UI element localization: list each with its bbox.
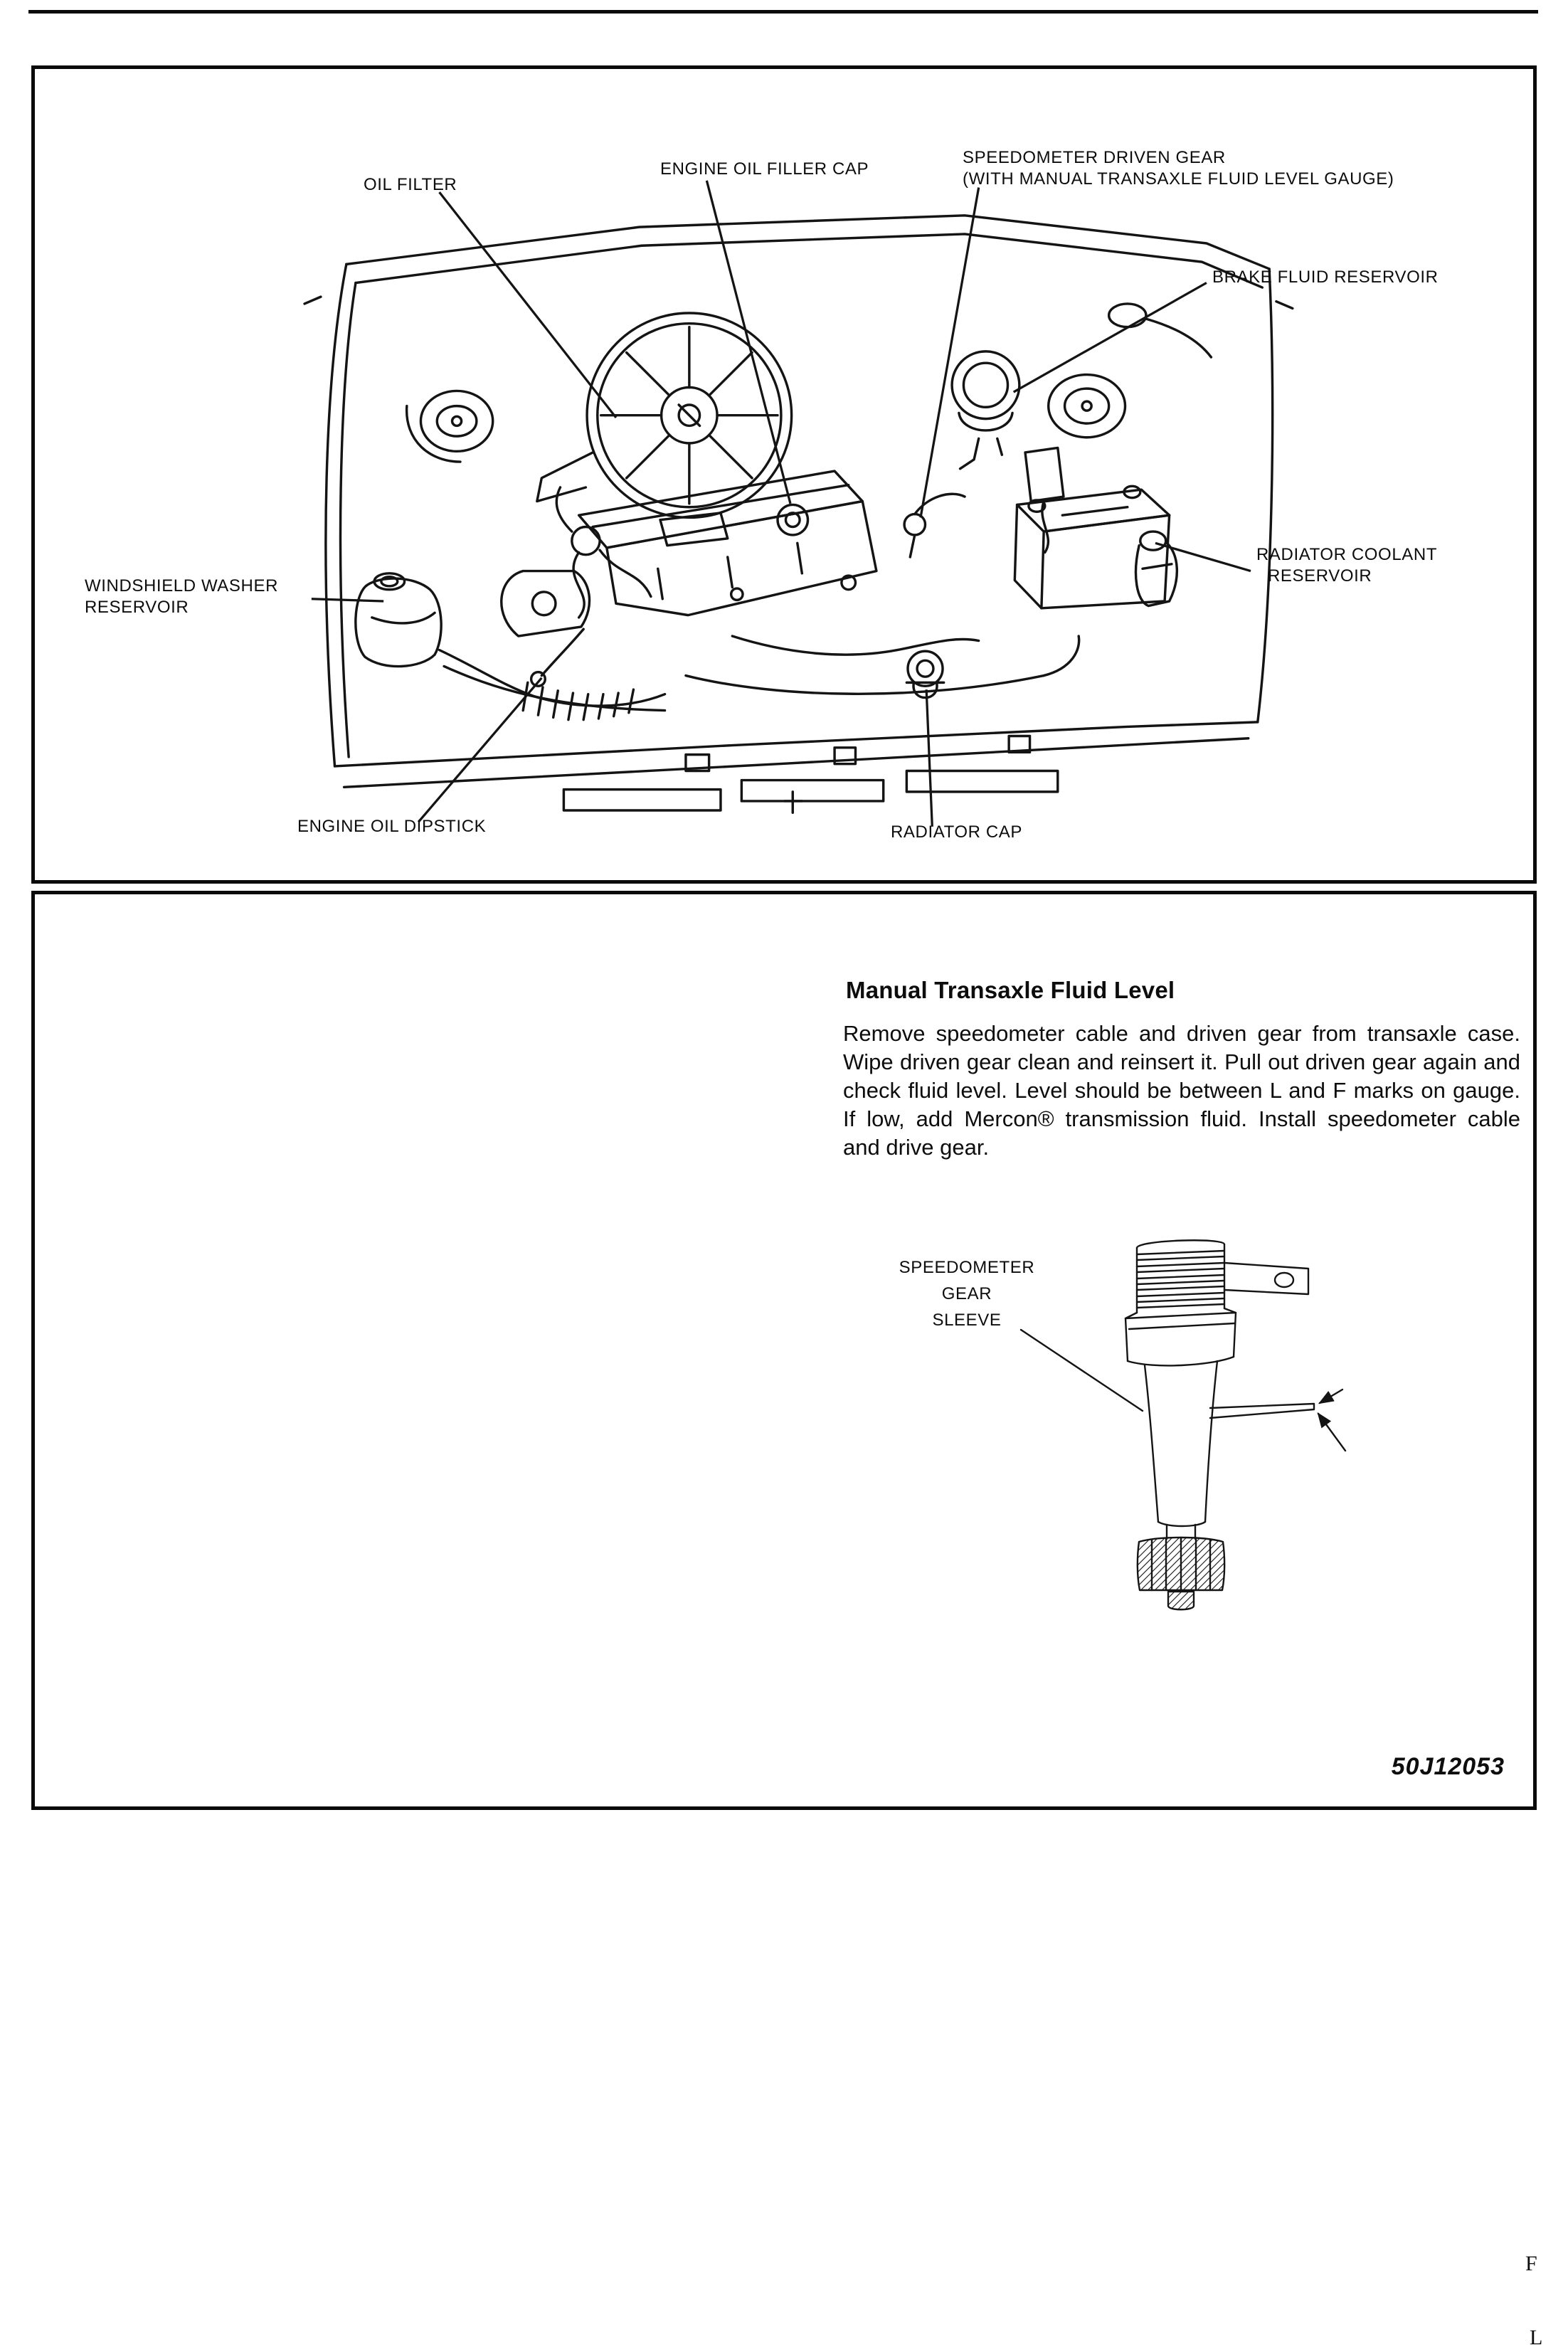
leader-lines [312,181,1251,827]
label-windshield-washer-reservoir: WINDSHIELD WASHER RESERVOIR [85,576,278,617]
gauge-mark-l: L [1530,2326,1543,2349]
label-speedometer-driven-gear: SPEEDOMETER DRIVEN GEAR (WITH MANUAL TRANSAXLE FLUID LEVEL GAUGE) [963,148,1394,189]
label-engine-oil-filler-cap: ENGINE OIL FILLER CAP [660,159,869,179]
scan-edge-artifact [28,10,1538,14]
manual-transaxle-panel [31,891,1543,2349]
label-brake-fluid-reservoir: BRAKE FLUID RESERVOIR [1212,268,1439,287]
section-body-text: Remove speedometer cable and driven gear from transaxle case. Wipe driven gear clean and reinsert it. Pull out driven gear again and check fluid level. Level should be between L and F marks on gauge. If low, add Mercon® transmission fluid. Install speedometer cable and drive gear. [843,1021,1520,1160]
label-speedometer-gear-sleeve: SPEEDOMETER GEAR SLEEVE [899,1258,1035,1330]
gauge-mark-f: F [1525,2252,1537,2275]
label-oil-filter: OIL FILTER [364,175,457,194]
label-radiator-coolant-reservoir: RADIATOR COOLANT RESERVOIR [1256,545,1438,586]
figure-number: 50J12053 [1391,1753,1505,1780]
label-engine-oil-dipstick: ENGINE OIL DIPSTICK [297,817,487,836]
speedometer-gear-sleeve-drawing [924,1229,1422,1627]
section-heading: Manual Transaxle Fluid Level [846,977,1175,1003]
label-radiator-cap: RADIATOR CAP [891,822,1023,842]
engine-compartment-panel [31,65,1537,884]
engine-compartment-line-art [35,69,1533,880]
